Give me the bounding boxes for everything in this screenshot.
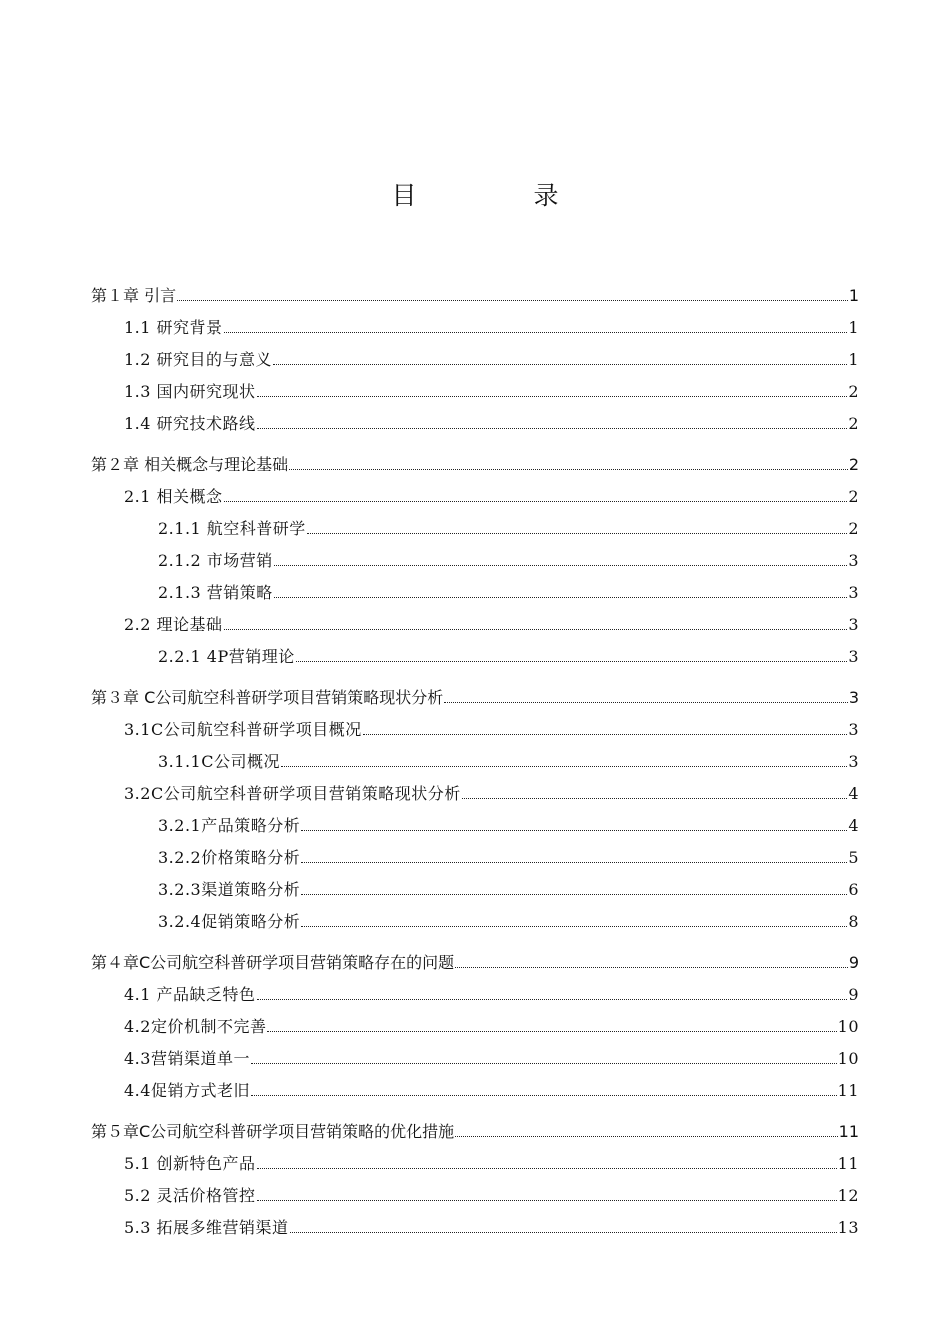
toc-entry[interactable] — [158, 748, 859, 772]
toc-entry[interactable] — [158, 844, 859, 868]
toc-entry-label: 2.2.1 4P营销理论 — [158, 647, 295, 666]
toc-entry-page-number: 6 — [848, 880, 859, 899]
toc-leader-dots — [267, 1031, 836, 1032]
toc-entry-page-number: 13 — [837, 1218, 859, 1237]
toc-entry[interactable] — [91, 1118, 859, 1142]
toc-entry[interactable] — [158, 876, 859, 900]
toc-leader-dots — [290, 1232, 837, 1233]
toc-entry-label: 3.2.3渠道策略分析 — [158, 880, 301, 899]
toc-entry[interactable] — [91, 282, 859, 306]
toc-entry-page-number: 5 — [848, 848, 859, 867]
toc-entry-page-number: 11 — [838, 1122, 859, 1141]
toc-entry[interactable] — [124, 346, 859, 370]
toc-entry-label: 第１章 引言 — [91, 286, 177, 305]
toc-leader-dots — [251, 1095, 837, 1096]
toc-entry-label: 4.2定价机制不完善 — [124, 1017, 267, 1036]
toc-leader-dots — [307, 533, 848, 534]
toc-leader-dots — [301, 862, 847, 863]
toc-entry-page-number: 3 — [848, 615, 859, 634]
toc-leader-dots — [462, 798, 848, 799]
toc-entry[interactable] — [124, 1214, 859, 1238]
toc-entry-page-number: 1 — [848, 318, 859, 337]
toc-entry[interactable] — [158, 812, 859, 836]
toc-entry-label: 1.3 国内研究现状 — [124, 382, 256, 401]
toc-entry-label: 第５章C公司航空科普研学项目营销策略的优化措施 — [91, 1122, 455, 1141]
toc-leader-dots — [257, 999, 848, 1000]
toc-entry-page-number: 9 — [848, 953, 859, 972]
toc-entry-label: 5.1 创新特色产品 — [124, 1154, 256, 1173]
toc-entry-label: 第４章C公司航空科普研学项目营销策略存在的问题 — [91, 953, 455, 972]
toc-leader-dots — [301, 830, 847, 831]
toc-entry[interactable] — [124, 611, 859, 635]
toc-entry[interactable] — [91, 451, 859, 475]
toc-entry[interactable] — [124, 378, 859, 402]
toc-entry-page-number: 2 — [848, 382, 859, 401]
toc-entry[interactable] — [124, 1045, 859, 1069]
toc-leader-dots — [289, 469, 848, 470]
toc-entry-page-number: 3 — [848, 720, 859, 739]
toc-entry-page-number: 1 — [848, 286, 859, 305]
toc-leader-dots — [224, 501, 848, 502]
toc-entry-label: 5.3 拓展多维营销渠道 — [124, 1218, 289, 1237]
toc-entry-page-number: 2 — [848, 455, 859, 474]
toc-entry-label: 4.3营销渠道单一 — [124, 1049, 250, 1068]
toc-entry-page-number: 4 — [848, 816, 859, 835]
toc-entry-label: 4.1 产品缺乏特色 — [124, 985, 256, 1004]
toc-leader-dots — [177, 300, 848, 301]
toc-entry-page-number: 11 — [837, 1154, 859, 1173]
toc-entry-page-number: 12 — [837, 1186, 859, 1205]
toc-leader-dots — [257, 428, 848, 429]
toc-entry-label: 1.2 研究目的与意义 — [124, 350, 273, 369]
toc-title: 目 录 — [391, 181, 605, 210]
toc-entry-label: 2.2 理论基础 — [124, 615, 223, 634]
toc-entry-label: 2.1 相关概念 — [124, 487, 223, 506]
toc-entry[interactable] — [124, 981, 859, 1005]
toc-entry[interactable] — [91, 684, 859, 708]
toc-leader-dots — [273, 364, 847, 365]
toc-entry-label: 3.1C公司航空科普研学项目概况 — [124, 720, 362, 739]
toc-leader-dots — [455, 1136, 837, 1137]
toc-leader-dots — [257, 396, 848, 397]
toc-entry-page-number: 4 — [848, 784, 859, 803]
toc-entry[interactable] — [158, 579, 859, 603]
toc-entry-label: 第２章 相关概念与理论基础 — [91, 455, 289, 474]
toc-entry-label: 2.1.3 营销策略 — [158, 583, 273, 602]
toc-entry-page-number: 3 — [848, 551, 859, 570]
toc-leader-dots — [257, 1168, 837, 1169]
toc-entry-page-number: 10 — [837, 1049, 859, 1068]
toc-entry[interactable] — [158, 547, 859, 571]
toc-entry-label: 4.4促销方式老旧 — [124, 1081, 250, 1100]
toc-entry-label: 3.2.2价格策略分析 — [158, 848, 301, 867]
toc-leader-dots — [224, 332, 848, 333]
toc-entry-page-number: 3 — [848, 583, 859, 602]
toc-entry-label: 3.2.1产品策略分析 — [158, 816, 301, 835]
toc-entry-label: 1.1 研究背景 — [124, 318, 223, 337]
toc-leader-dots — [455, 967, 848, 968]
toc-leader-dots — [363, 734, 848, 735]
toc-leader-dots — [296, 661, 848, 662]
toc-leader-dots — [281, 766, 847, 767]
toc-entry-page-number: 2 — [848, 414, 859, 433]
toc-entry-page-number: 3 — [848, 647, 859, 666]
toc-entry[interactable] — [158, 515, 859, 539]
toc-entry-label: 第３章 C公司航空科普研学项目营销策略现状分析 — [91, 688, 444, 707]
toc-leader-dots — [301, 894, 847, 895]
toc-entry-page-number: 2 — [848, 519, 859, 538]
toc-entry[interactable] — [124, 1077, 859, 1101]
toc-entry-page-number: 8 — [848, 912, 859, 931]
toc-entry[interactable] — [158, 643, 859, 667]
toc-leader-dots — [301, 926, 847, 927]
toc-leader-dots — [251, 1063, 837, 1064]
toc-entry[interactable] — [124, 1150, 859, 1174]
toc-entry-label: 3.1.1C公司概况 — [158, 752, 280, 771]
toc-entry[interactable] — [124, 410, 859, 434]
toc-entry[interactable] — [124, 1013, 859, 1037]
toc-entry-label: 3.2.4促销策略分析 — [158, 912, 301, 931]
toc-entry[interactable] — [91, 949, 859, 973]
toc-entry-page-number: 2 — [848, 487, 859, 506]
toc-entry-label: 3.2C公司航空科普研学项目营销策略现状分析 — [124, 784, 461, 803]
toc-entry-page-number: 3 — [848, 752, 859, 771]
toc-entry-label: 2.1.2 市场营销 — [158, 551, 273, 570]
toc-entry-page-number: 9 — [848, 985, 859, 1004]
toc-entry[interactable] — [124, 716, 859, 740]
toc-entry-page-number: 10 — [837, 1017, 859, 1036]
toc-entry-page-number: 1 — [848, 350, 859, 369]
toc-entry[interactable] — [158, 908, 859, 932]
toc-entry[interactable] — [124, 483, 859, 507]
toc-leader-dots — [224, 629, 848, 630]
toc-entry[interactable] — [124, 314, 859, 338]
toc-leader-dots — [274, 597, 848, 598]
toc-entry-label: 5.2 灵活价格管控 — [124, 1186, 256, 1205]
toc-entry-page-number: 3 — [848, 688, 859, 707]
toc-leader-dots — [274, 565, 848, 566]
toc-leader-dots — [444, 702, 848, 703]
toc-entry-label: 1.4 研究技术路线 — [124, 414, 256, 433]
toc-leader-dots — [257, 1200, 837, 1201]
toc-entry[interactable] — [124, 1182, 859, 1206]
toc-entry-page-number: 11 — [837, 1081, 859, 1100]
toc-entry[interactable] — [124, 780, 859, 804]
toc-entry-label: 2.1.1 航空科普研学 — [158, 519, 306, 538]
